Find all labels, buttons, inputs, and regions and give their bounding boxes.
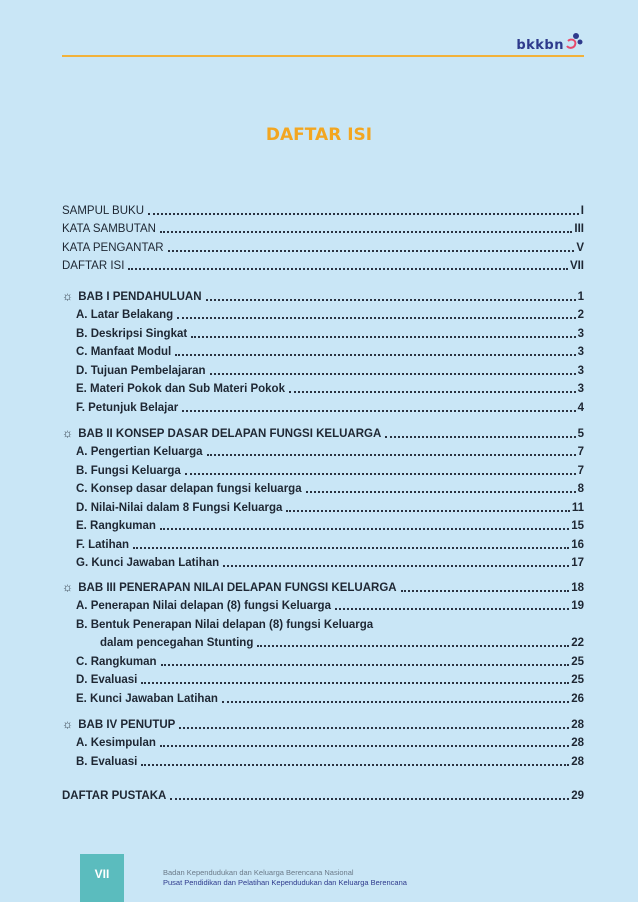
page-number-tab [80,854,124,902]
footer-line-1: Badan Kependudukan dan Keluarga Berencana Nasional [163,868,354,877]
toc-entry[interactable]: E. Materi Pokok dan Sub Materi Pokok 3 [76,383,584,395]
bab-1-section [62,285,584,415]
chapter-heading[interactable]: ☼ BAB I PENDAHULUAN 1 [62,288,584,303]
header-divider [62,55,584,57]
toc-entry[interactable]: KATA PENGANTAR V [62,241,584,254]
page-number: VII [94,867,110,881]
toc-entry[interactable]: DAFTAR PUSTAKA 29 [62,789,584,802]
footer-institution [163,868,407,888]
toc-entry[interactable]: D. Tujuan Pembelajaran 3 [76,364,584,377]
toc-entry[interactable]: A. Kesimpulan 28 [76,737,584,749]
bab-3-section [62,576,584,706]
toc-entry[interactable]: A. Penerapan Nilai delapan (8) fungsi Keluarga 19 [76,600,584,612]
front-matter-list [62,199,584,273]
toc-entry[interactable]: A. Latar Belakang 2 [76,309,584,321]
toc-entry[interactable]: B. Fungsi Keluarga 7 [76,464,584,477]
chapter-heading[interactable]: ☼ BAB II KONSEP DASAR DELAPAN FUNGSI KELUARGA 5 [62,425,584,440]
toc-entry[interactable]: KATA SAMBUTAN III [62,223,584,235]
toc-entry[interactable]: B. Evaluasi 28 [76,755,584,768]
toc-entry[interactable]: C. Manfaat Modul 3 [76,346,584,358]
chapter-heading[interactable]: ☼ BAB III PENERAPAN NILAI DELAPAN FUNGSI KELUARGA 18 [62,579,584,594]
toc-entry[interactable]: B. Bentuk Penerapan Nilai delapan (8) fungsi Keluarga [76,618,374,631]
toc-entry[interactable]: F. Petunjuk Belajar 4 [76,401,584,414]
toc-entry[interactable]: D. Nilai-Nilai dalam 8 Fungsi Keluarga 11 [76,501,584,514]
sun-icon: ☼ [62,288,73,303]
bkkbn-logo [516,32,583,53]
footer-line-2: Pusat Pendidikan dan Pelatihan Kependudukan dan Keluarga Berencana [163,878,407,887]
logo-text: bkkbn [516,38,564,53]
sun-icon: ☼ [62,425,73,440]
toc-entry[interactable]: E. Kunci Jawaban Latihan 26 [76,692,584,705]
bab-2-section [62,422,584,570]
toc-entry[interactable]: D. Evaluasi 25 [76,674,584,686]
logo-mark-icon [565,32,583,52]
sun-icon: ☼ [62,716,73,731]
toc-entry[interactable]: C. Rangkuman 25 [76,655,584,668]
toc-entry[interactable]: F. Latihan 16 [76,538,584,551]
bab-4-section [62,713,584,769]
toc-entry[interactable]: B. Deskripsi Singkat 3 [76,327,584,340]
toc-entry-continuation[interactable]: dalam pencegahan Stunting 22 [100,637,584,649]
toc-entry[interactable]: SAMPUL BUKU I [62,204,584,217]
toc-entry[interactable]: C. Konsep dasar delapan fungsi keluarga 8 [76,483,584,495]
toc-entry[interactable]: A. Pengertian Keluarga 7 [76,446,584,458]
page-title: DAFTAR ISI [265,125,373,145]
toc-entry[interactable]: E. Rangkuman 15 [76,520,584,532]
toc-entry[interactable]: G. Kunci Jawaban Latihan 17 [76,557,584,569]
chapter-heading[interactable]: ☼ BAB IV PENUTUP 28 [62,716,584,731]
toc-entry[interactable]: DAFTAR ISI VII [62,260,584,272]
sun-icon: ☼ [62,579,73,594]
bibliography-section [62,784,584,803]
